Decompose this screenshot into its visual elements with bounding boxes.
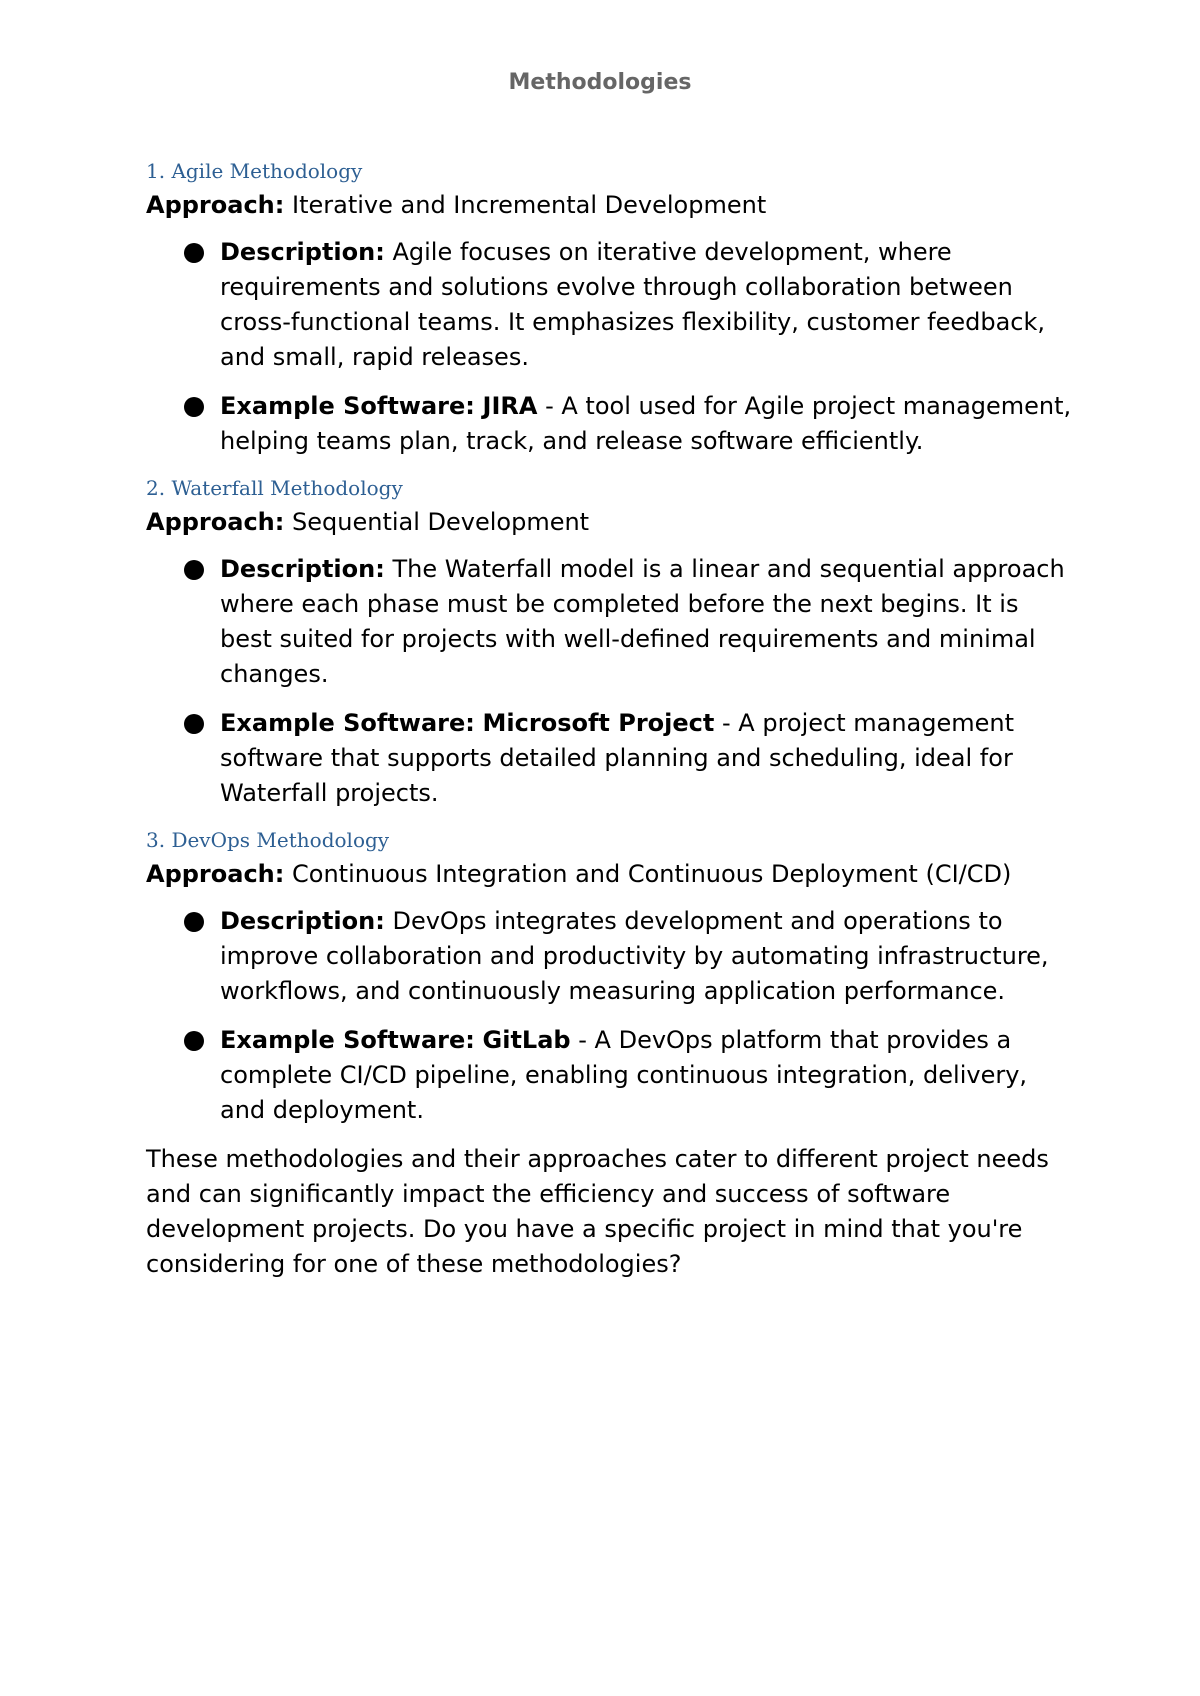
section-waterfall [146,473,1076,811]
bullet-label: Example Software: [220,392,475,420]
bullet-label: Example Software: [220,1026,475,1054]
section-agile [146,156,1076,459]
list-item [146,1023,1076,1128]
bullet-label: Description: [220,555,385,583]
section-heading: 3. DevOps Methodology [146,828,390,852]
approach-text: Continuous Integration and Continuous Deployment (CI/CD) [292,860,1012,888]
bullet-icon [184,714,204,734]
list-item [146,235,1076,375]
approach-text: Sequential Development [292,508,590,536]
bullet-list [146,904,1076,1128]
software-name: Microsoft Project [482,709,715,737]
approach-text: Iterative and Incremental Development [292,191,767,219]
list-item [146,706,1076,811]
bullet-icon [184,560,204,580]
bullet-label: Description: [220,907,385,935]
bullet-label: Description: [220,238,385,266]
bullet-label: Example Software: [220,709,475,737]
section-devops [146,825,1076,1128]
list-item [146,904,1076,1009]
bullet-icon [184,243,204,263]
bullet-text: - A tool used for Agile project management, helping teams plan, track, and release software efficiently. [220,392,1072,455]
list-item [146,552,1076,692]
approach-label: Approach: [146,860,285,888]
approach-line [146,188,1076,223]
software-name: JIRA [482,392,538,420]
approach-line [146,857,1076,892]
approach-label: Approach: [146,508,285,536]
bullet-text: - A DevOps platform that provides a complete CI/CD pipeline, enabling continuous integration, delivery, and deployment. [220,1026,1028,1124]
bullet-text: The Waterfall model is a linear and sequential approach where each phase must be completed before the next begins. It is best suited for projects with well-defined requirements and minimal changes. [220,555,1065,688]
software-name: GitLab [482,1026,571,1054]
approach-line [146,505,1076,540]
page-title: Methodologies [508,70,692,95]
closing-paragraph: These methodologies and their approaches cater to different project needs and can significantly impact the efficiency and success of software development projects. Do you have a specific project in mind that you're considering for one of these methodologies? [146,1145,1049,1278]
approach-label: Approach: [146,191,285,219]
section-heading: 1. Agile Methodology [146,159,363,183]
list-item [146,389,1076,459]
bullet-icon [184,1031,204,1051]
bullet-text: - A project management software that supports detailed planning and scheduling, ideal for Waterfall projects. [220,709,1015,807]
section-heading: 2. Waterfall Methodology [146,476,403,500]
bullet-text: Agile focuses on iterative development, where requirements and solutions evolve through collaboration between cross-functional teams. It emphasizes flexibility, customer feedback, and small, rapid releases. [220,238,1045,371]
bullet-list [146,235,1076,459]
document-body [146,156,1076,1282]
bullet-list [146,552,1076,811]
bullet-text: DevOps integrates development and operations to improve collaboration and productivity by automating infrastructure, workflows, and continuously measuring application performance. [220,907,1049,1005]
bullet-icon [184,397,204,417]
bullet-icon [184,912,204,932]
